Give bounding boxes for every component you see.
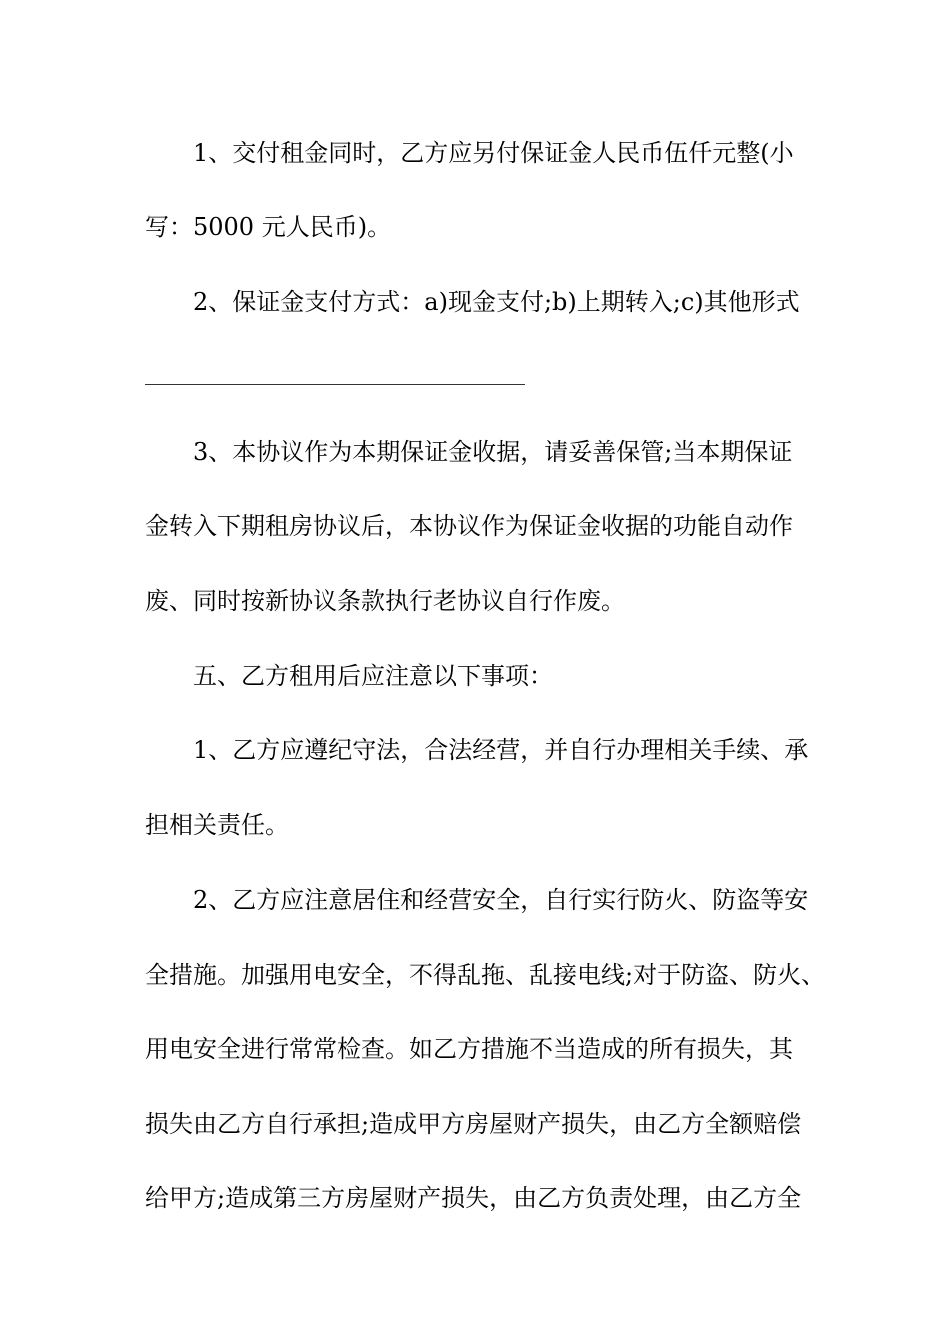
paragraph-3-line-2: 金转入下期租房协议后，本协议作为保证金收据的功能自动作 — [145, 512, 793, 540]
item-2-line-2: 全措施。加强用电安全，不得乱拖、乱接电线;对于防盗、防火、 — [145, 961, 825, 989]
paragraph-1-line-2: 写：5000 元人民币)。 — [145, 213, 392, 241]
fill-in-blank-line — [145, 384, 525, 385]
paragraph-2-line-1: 2、保证金支付方式：a)现金支付;b)上期转入;c)其他形式 — [193, 288, 800, 316]
item-2-line-1: 2、乙方应注意居住和经营安全，自行实行防火、防盗等安 — [193, 886, 809, 914]
paragraph-1-line-1: 1、交付租金同时，乙方应另付保证金人民币伍仟元整(小 — [193, 139, 794, 167]
item-1-line-2: 担相关责任。 — [145, 811, 289, 839]
paragraph-3-line-1: 3、本协议作为本期保证金收据，请妥善保管;当本期保证 — [193, 438, 793, 466]
item-2-line-4: 损失由乙方自行承担;造成甲方房屋财产损失，由乙方全额赔偿 — [145, 1110, 802, 1138]
item-1-line-1: 1、乙方应遵纪守法，合法经营，并自行办理相关手续、承 — [193, 736, 809, 764]
paragraph-3-line-3: 废、同时按新协议条款执行老协议自行作废。 — [145, 587, 625, 615]
item-2-line-3: 用电安全进行常常检查。如乙方措施不当造成的所有损失，其 — [145, 1035, 793, 1063]
section-5-heading: 五、乙方租用后应注意以下事项： — [193, 662, 553, 690]
item-2-line-5: 给甲方;造成第三方房屋财产损失，由乙方负责处理，由乙方全 — [145, 1184, 802, 1212]
